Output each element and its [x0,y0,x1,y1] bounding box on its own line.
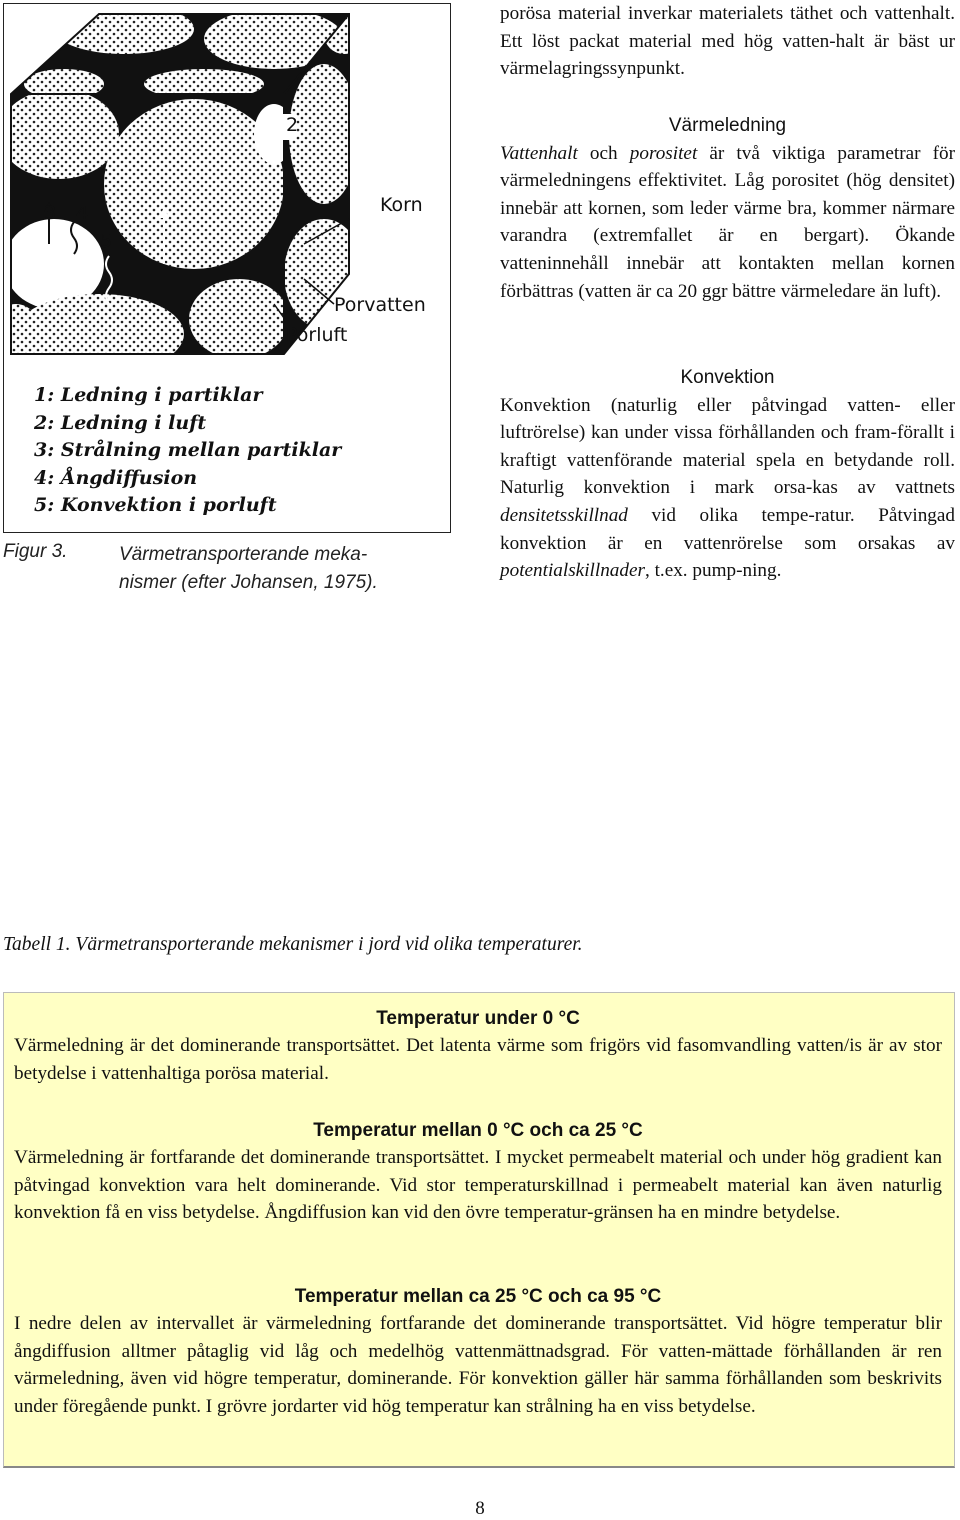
intro-paragraph: porösa material inverkar materialets täthet och vattenhalt. Ett löst packat material med hög vatten-halt är bäst ur värmelagringssynpunkt. [500,3,955,80]
table-caption: Tabell 1. Värmetransporterande mekanismer i jord vid olika temperaturer. [3,934,583,955]
label-porvatten: Porvatten [334,294,426,316]
section-heading: Konvektion [680,367,775,388]
row-heading: Temperatur mellan ca 25 °C och ca 95 °C [294,1286,662,1307]
section-heading: Värmeledning [668,115,787,136]
legend-item: 2: Ledning i luft [34,411,207,434]
marker-4: 4 [76,202,89,224]
row-text: I nedre delen av intervallet är värmeledning fortfarande det dominerande transportsättet. Vid högre temperatur blir ångdiffusion alltmer påtaglig vid låg och medelhög vattenmättnadsgrad. För vatten-mättade förhållanden är ren värmeledning, även vid högre temperatur, dominerande. För konvektion gäller här samma förhållanden som beskrivits under föregående punkt. I grövre jordarter vid hög temperatur kan strålning ha en viss betydelse. [14,1313,942,1417]
figure-3 [3,3,451,533]
figure-legend [34,382,341,520]
figure-caption-number: Figur 3. [3,541,68,562]
marker-3: 3 [44,202,57,224]
section-body: Konvektion (naturlig eller påtvingad vatten- eller luftrörelse) kan under vissa förhållanden och fram-förallt i kraftigt vattenförande material spela en betydande roll. Naturlig konvektion i mark orsa-kas av vattnets densitetsskillnad vid olika tempe-ratur. Påtvingad konvektion är en vattenrörelse som orsakas av potentialskillnader, t.ex. pump-ning. [500,394,955,582]
legend-item: 5: Konvektion i porluft [34,494,277,516]
grains-front [4,89,294,374]
label-korn: Korn [380,194,423,216]
table-row [14,1283,942,1420]
section-body: Vattenhalt och porositet är två viktiga parametrar för värmeledningens effektivitet. Låg porositet (hög densitet) innebär att kornen, som leder värme bra, kommer närmare varandra (extremfallet är en bergart). Ökande vatteninnehåll innebär att kontakten mellan kornen förbättras (vatten är ca 20 ggr bättre värmeledare än luft). [500,142,955,302]
row-heading: Temperatur mellan 0 °C och ca 25 °C [313,1120,643,1141]
row-heading: Temperatur under 0 °C [376,1008,580,1029]
label-porluft: Porluft [286,324,348,346]
row-text: Värmeledning är fortfarande det dominerande transportsättet. I mycket permeabelt material och under hög gradient kan påtvingad konvektion vara helt dominerande. Vid stor temperaturskillnad i permeabelt material kan även naturlig konvektion få en viss betydelse. Ångdiffusion kan vid den övre temperatur-gränsen ha en mindre betydelse. [14,1147,942,1224]
legend-item: 1: Ledning i partiklar [34,384,263,406]
section-konvektion [500,364,955,585]
section-varmeledning [500,112,955,305]
legend-item: 3: Strålning mellan partiklar [34,439,342,461]
page-number: 8 [475,1498,485,1519]
legend-item: 4: Ångdiffusion [34,466,198,489]
table-1 [3,992,955,1468]
table-row [14,1117,942,1227]
table-row [14,1005,942,1087]
marker-5: 5 [100,230,113,252]
figure-caption-text: Värmetransporterande meka-nismer (efter Johansen, 1975). [119,544,378,593]
marker-2: 2 [286,114,299,136]
row-text: Värmeledning är det dominerande transportsättet. Det latenta värme som frigörs vid fasomvandling vatten/is är av stor betydelse i vattenhaltiga porösa material. [14,1035,942,1084]
